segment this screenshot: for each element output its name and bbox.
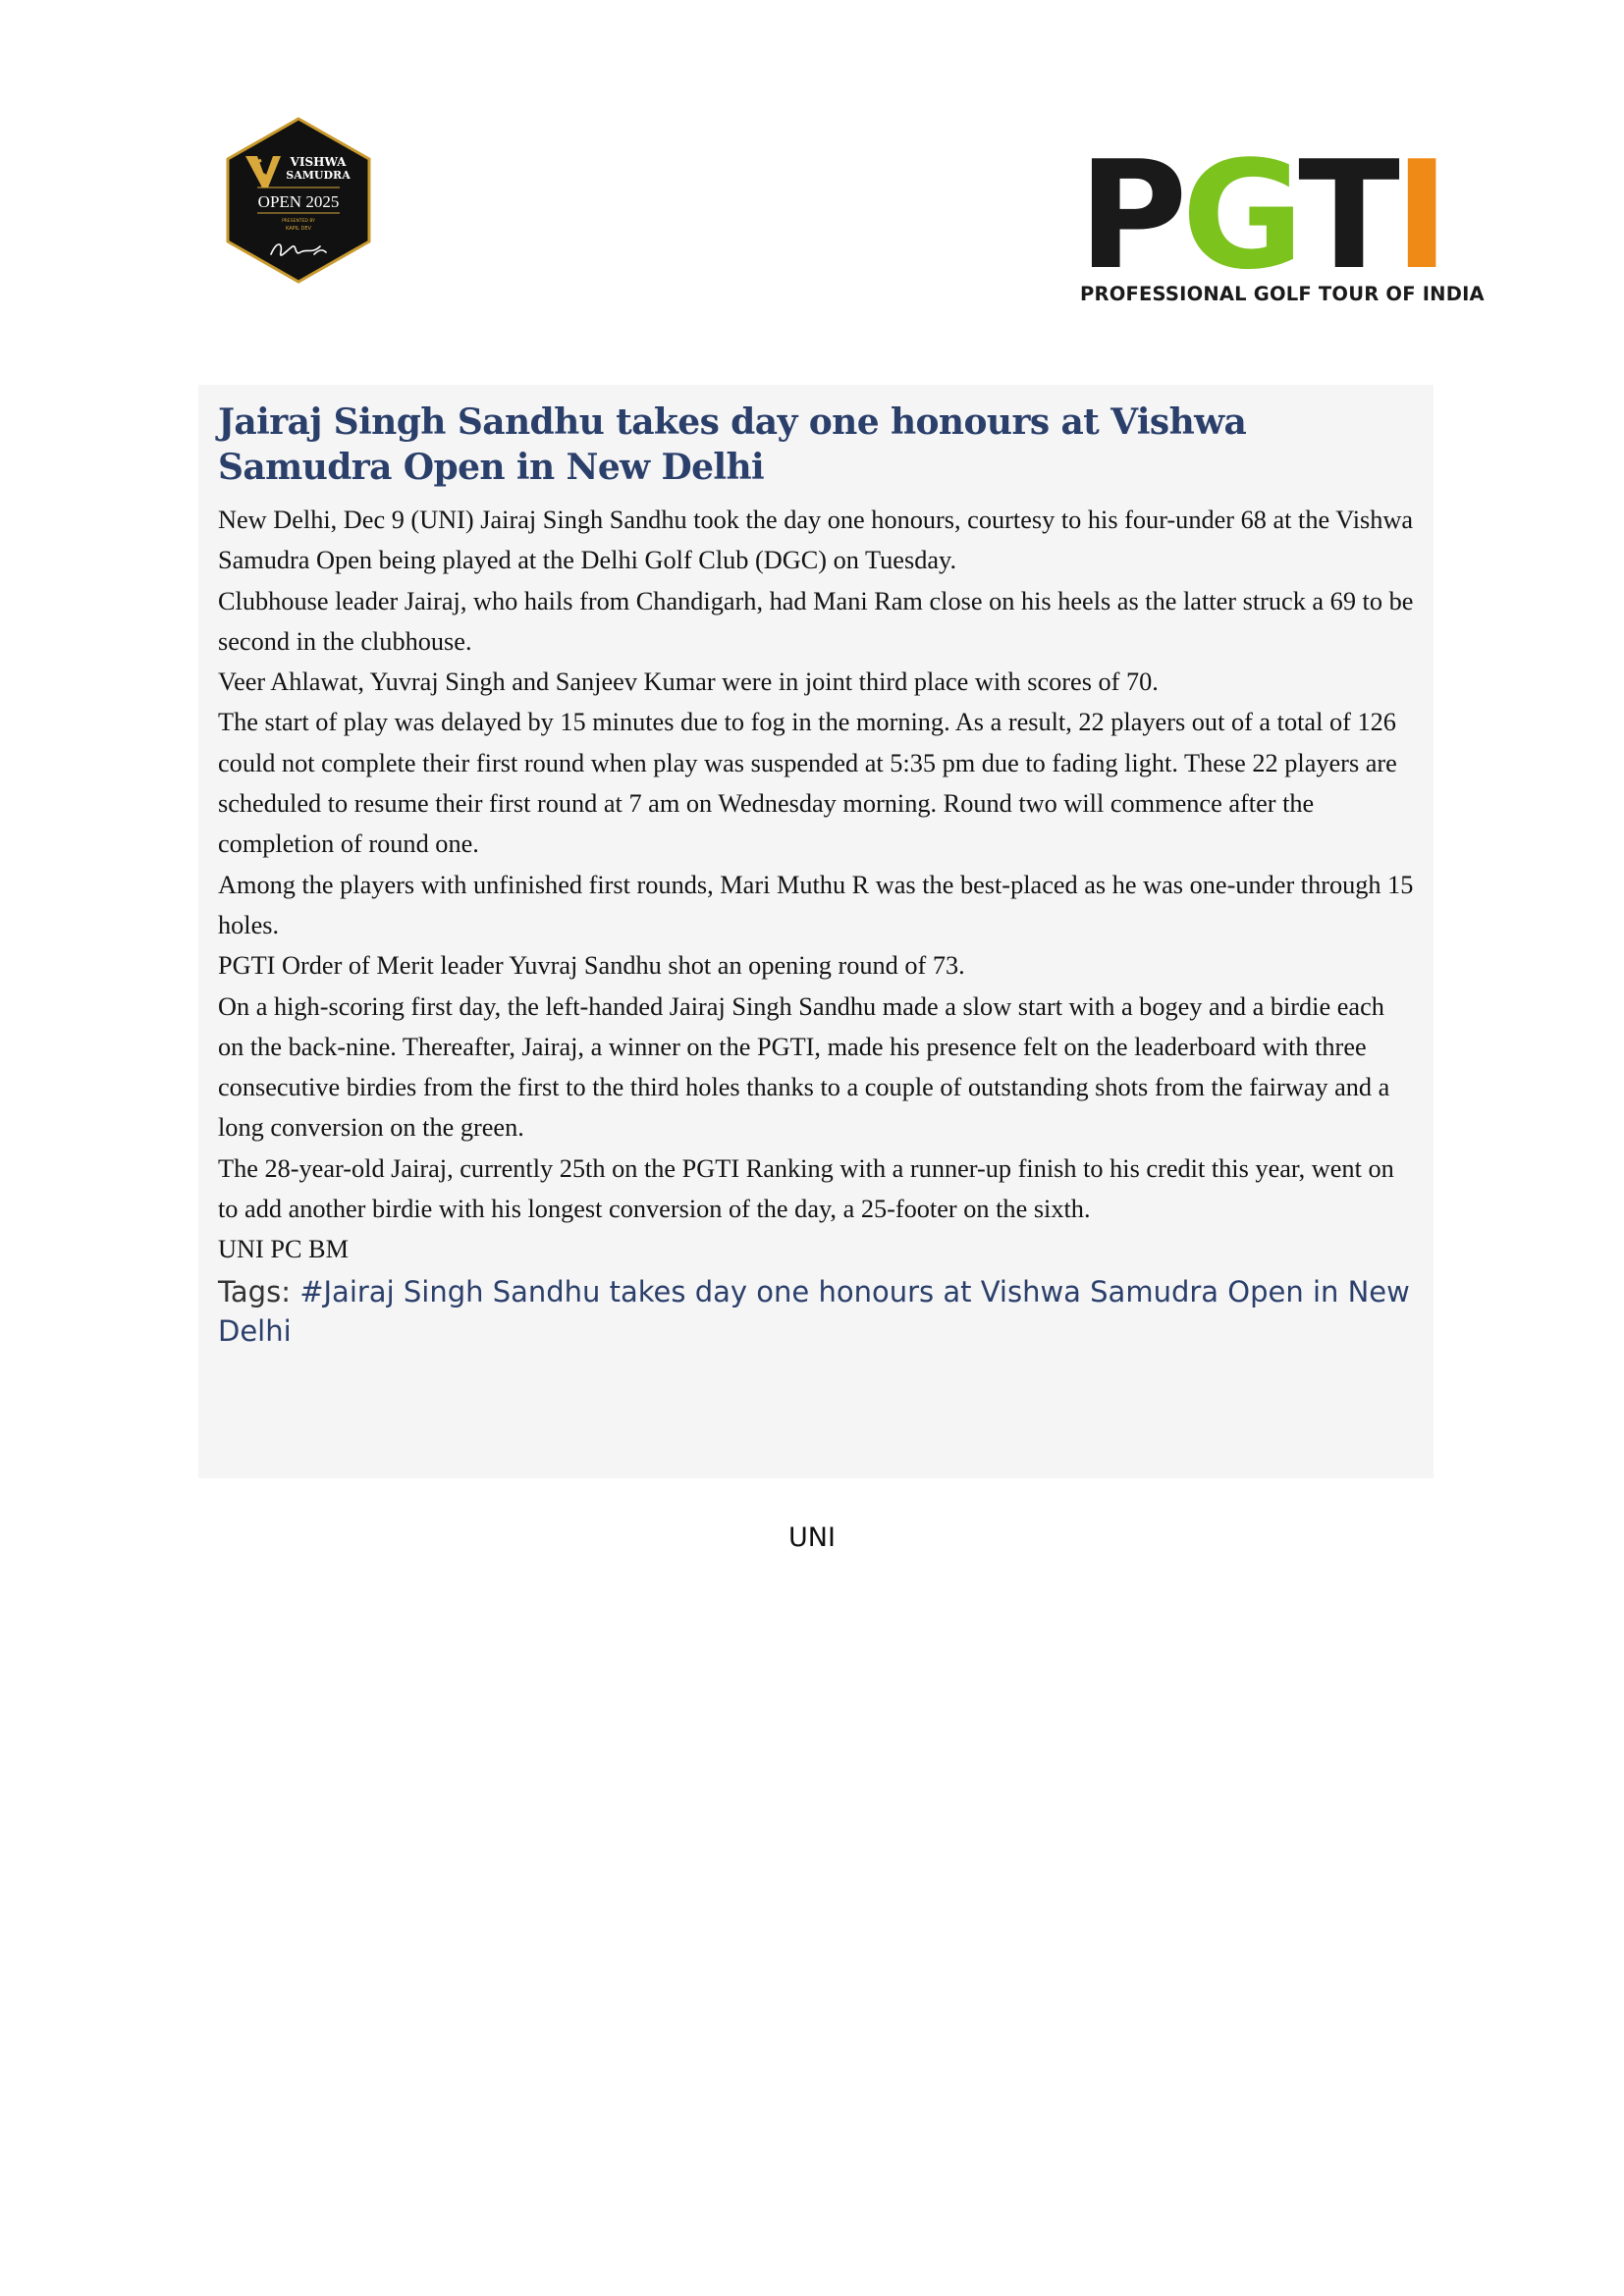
logo-line-kapil-dev: KAPIL DEV — [286, 226, 311, 232]
article-paragraph: The start of play was delayed by 15 minutes due to fog in the morning. As a result, 22 players out of a total of 126 could not complete their first round when play was suspended at 5:35 pm due to fading light. These 22 players are scheduled to resume their first round at 7 am on Wednesday morning. Round two will commence after the completion of round one. — [218, 708, 1397, 859]
article-paragraph: PGTI Order of Merit leader Yuvraj Sandhu shot an opening round of 73. — [218, 951, 965, 981]
pgti-tagline: PROFESSIONAL GOLF TOUR OF INDIA — [1080, 283, 1485, 305]
article-paragraph: On a high-scoring first day, the left-handed Jairaj Singh Sandhu made a slow start with a bogey and a birdie each on the back-nine. Thereafter, Jairaj, a winner on the PGTI, made his presence felt on the leaderboard with three consecutive birdies from the first to the third holes thanks to a couple of outstanding shots from the fairway and a long conversion on the green. — [218, 991, 1390, 1143]
article-paragraph: Veer Ahlawat, Yuvraj Singh and Sanjeev Kumar were in joint third place with scores of 70. — [218, 667, 1159, 697]
logo-line-open-2025: OPEN 2025 — [257, 192, 340, 211]
article-title: Jairaj Singh Sandhu takes day one honours at Vishwa Samudra Open in New Delhi — [218, 401, 1247, 488]
article-card — [198, 385, 1434, 1478]
logo-line-presented-by: PRESENTED BY — [282, 219, 315, 224]
pgti-letter-i: I — [1393, 129, 1444, 302]
article-paragraph: New Delhi, Dec 9 (UNI) Jairaj Singh Sandhu took the day one honours, courtesy to his four-under 68 at the Vishwa Samudra Open being played at the Delhi Golf Club (DGC) on Tuesday. — [218, 506, 1414, 575]
article-tags — [218, 1270, 1414, 1351]
pgti-logo — [1078, 129, 1485, 314]
pgti-letter-t: T — [1298, 129, 1394, 302]
vishwa-samudra-open-logo — [224, 117, 373, 284]
logo-line-samudra: SAMUDRA — [286, 169, 351, 182]
article-paragraph: Among the players with unfinished first rounds, Mari Muthu R was the best-placed as he was one-under through 15 holes. — [218, 870, 1414, 939]
pgti-letter-g: G — [1181, 129, 1299, 302]
pgti-letter-p: P — [1078, 129, 1182, 302]
article-paragraph: The 28-year-old Jairaj, currently 25th on the PGTI Ranking with a runner-up finish to his credit this year, went on to add another birdie with his longest conversion of the day, a 25-footer on the sixth. — [218, 1153, 1394, 1224]
tags-label: Tags: — [218, 1274, 291, 1308]
article-paragraph: Clubhouse leader Jairaj, who hails from Chandigarh, had Mani Ram close on his heels as the latter struck a 69 to be second in the clubhouse. — [218, 586, 1414, 656]
article-byline: UNI PC BM — [218, 1235, 349, 1264]
article-body — [218, 500, 1414, 1270]
footer-source: UNI — [788, 1522, 836, 1553]
logo-line-vishwa: VISHWA — [290, 155, 347, 169]
tag-link[interactable]: #Jairaj Singh Sandhu takes day one honours at Vishwa Samudra Open in New Delhi — [218, 1274, 1410, 1348]
